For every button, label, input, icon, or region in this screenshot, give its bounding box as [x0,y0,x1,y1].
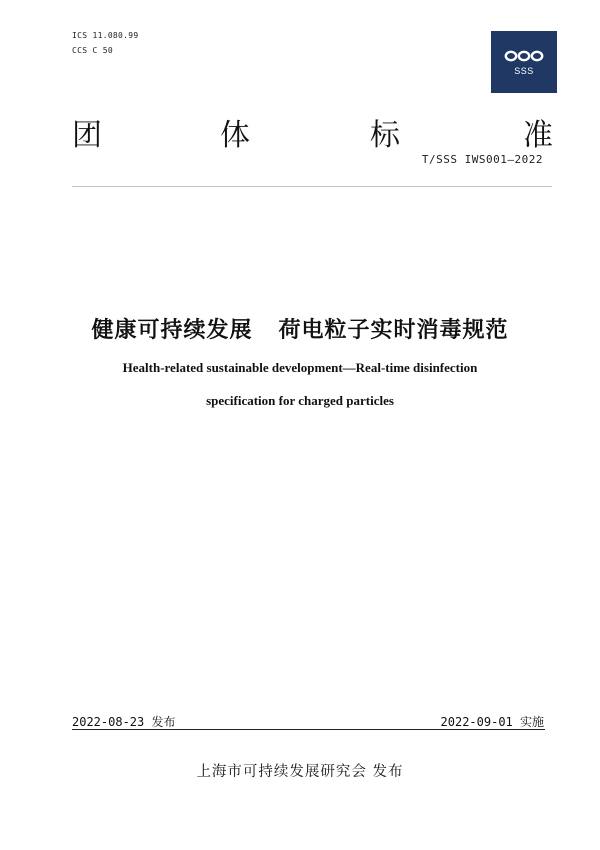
implement-date: 2022-09-01 实施 [440,715,544,729]
doc-type-char-4: 准 [523,118,553,153]
chinese-title [0,313,600,344]
english-title-line1: Health-related sustainable development—Real-time disinfection [122,360,478,375]
issuer: 上海市可持续发展研究会 发布 [196,764,404,780]
ics-code: ICS 11.080.99 [72,31,139,40]
organization-logo [491,31,557,93]
footer-divider [72,729,545,730]
logo-text: SSS [514,65,534,76]
chinese-title-part1: 健康可持续发展 [91,318,253,343]
doc-type-char-3: 标 [370,118,400,153]
publish-date: 2022-08-23 发布 [72,715,176,729]
doc-type-char-1: 团 [72,118,102,153]
ccs-code: CCS C 50 [72,46,113,55]
english-title-line2: specification for charged particles [206,393,394,408]
sss-logo-icon [504,49,544,63]
header-divider [72,186,552,187]
chinese-title-part2: 荷电粒子实时消毒规范 [278,318,509,343]
doc-type-char-2: 体 [220,118,250,153]
standard-number: T/SSS IWS001—2022 [421,153,543,166]
